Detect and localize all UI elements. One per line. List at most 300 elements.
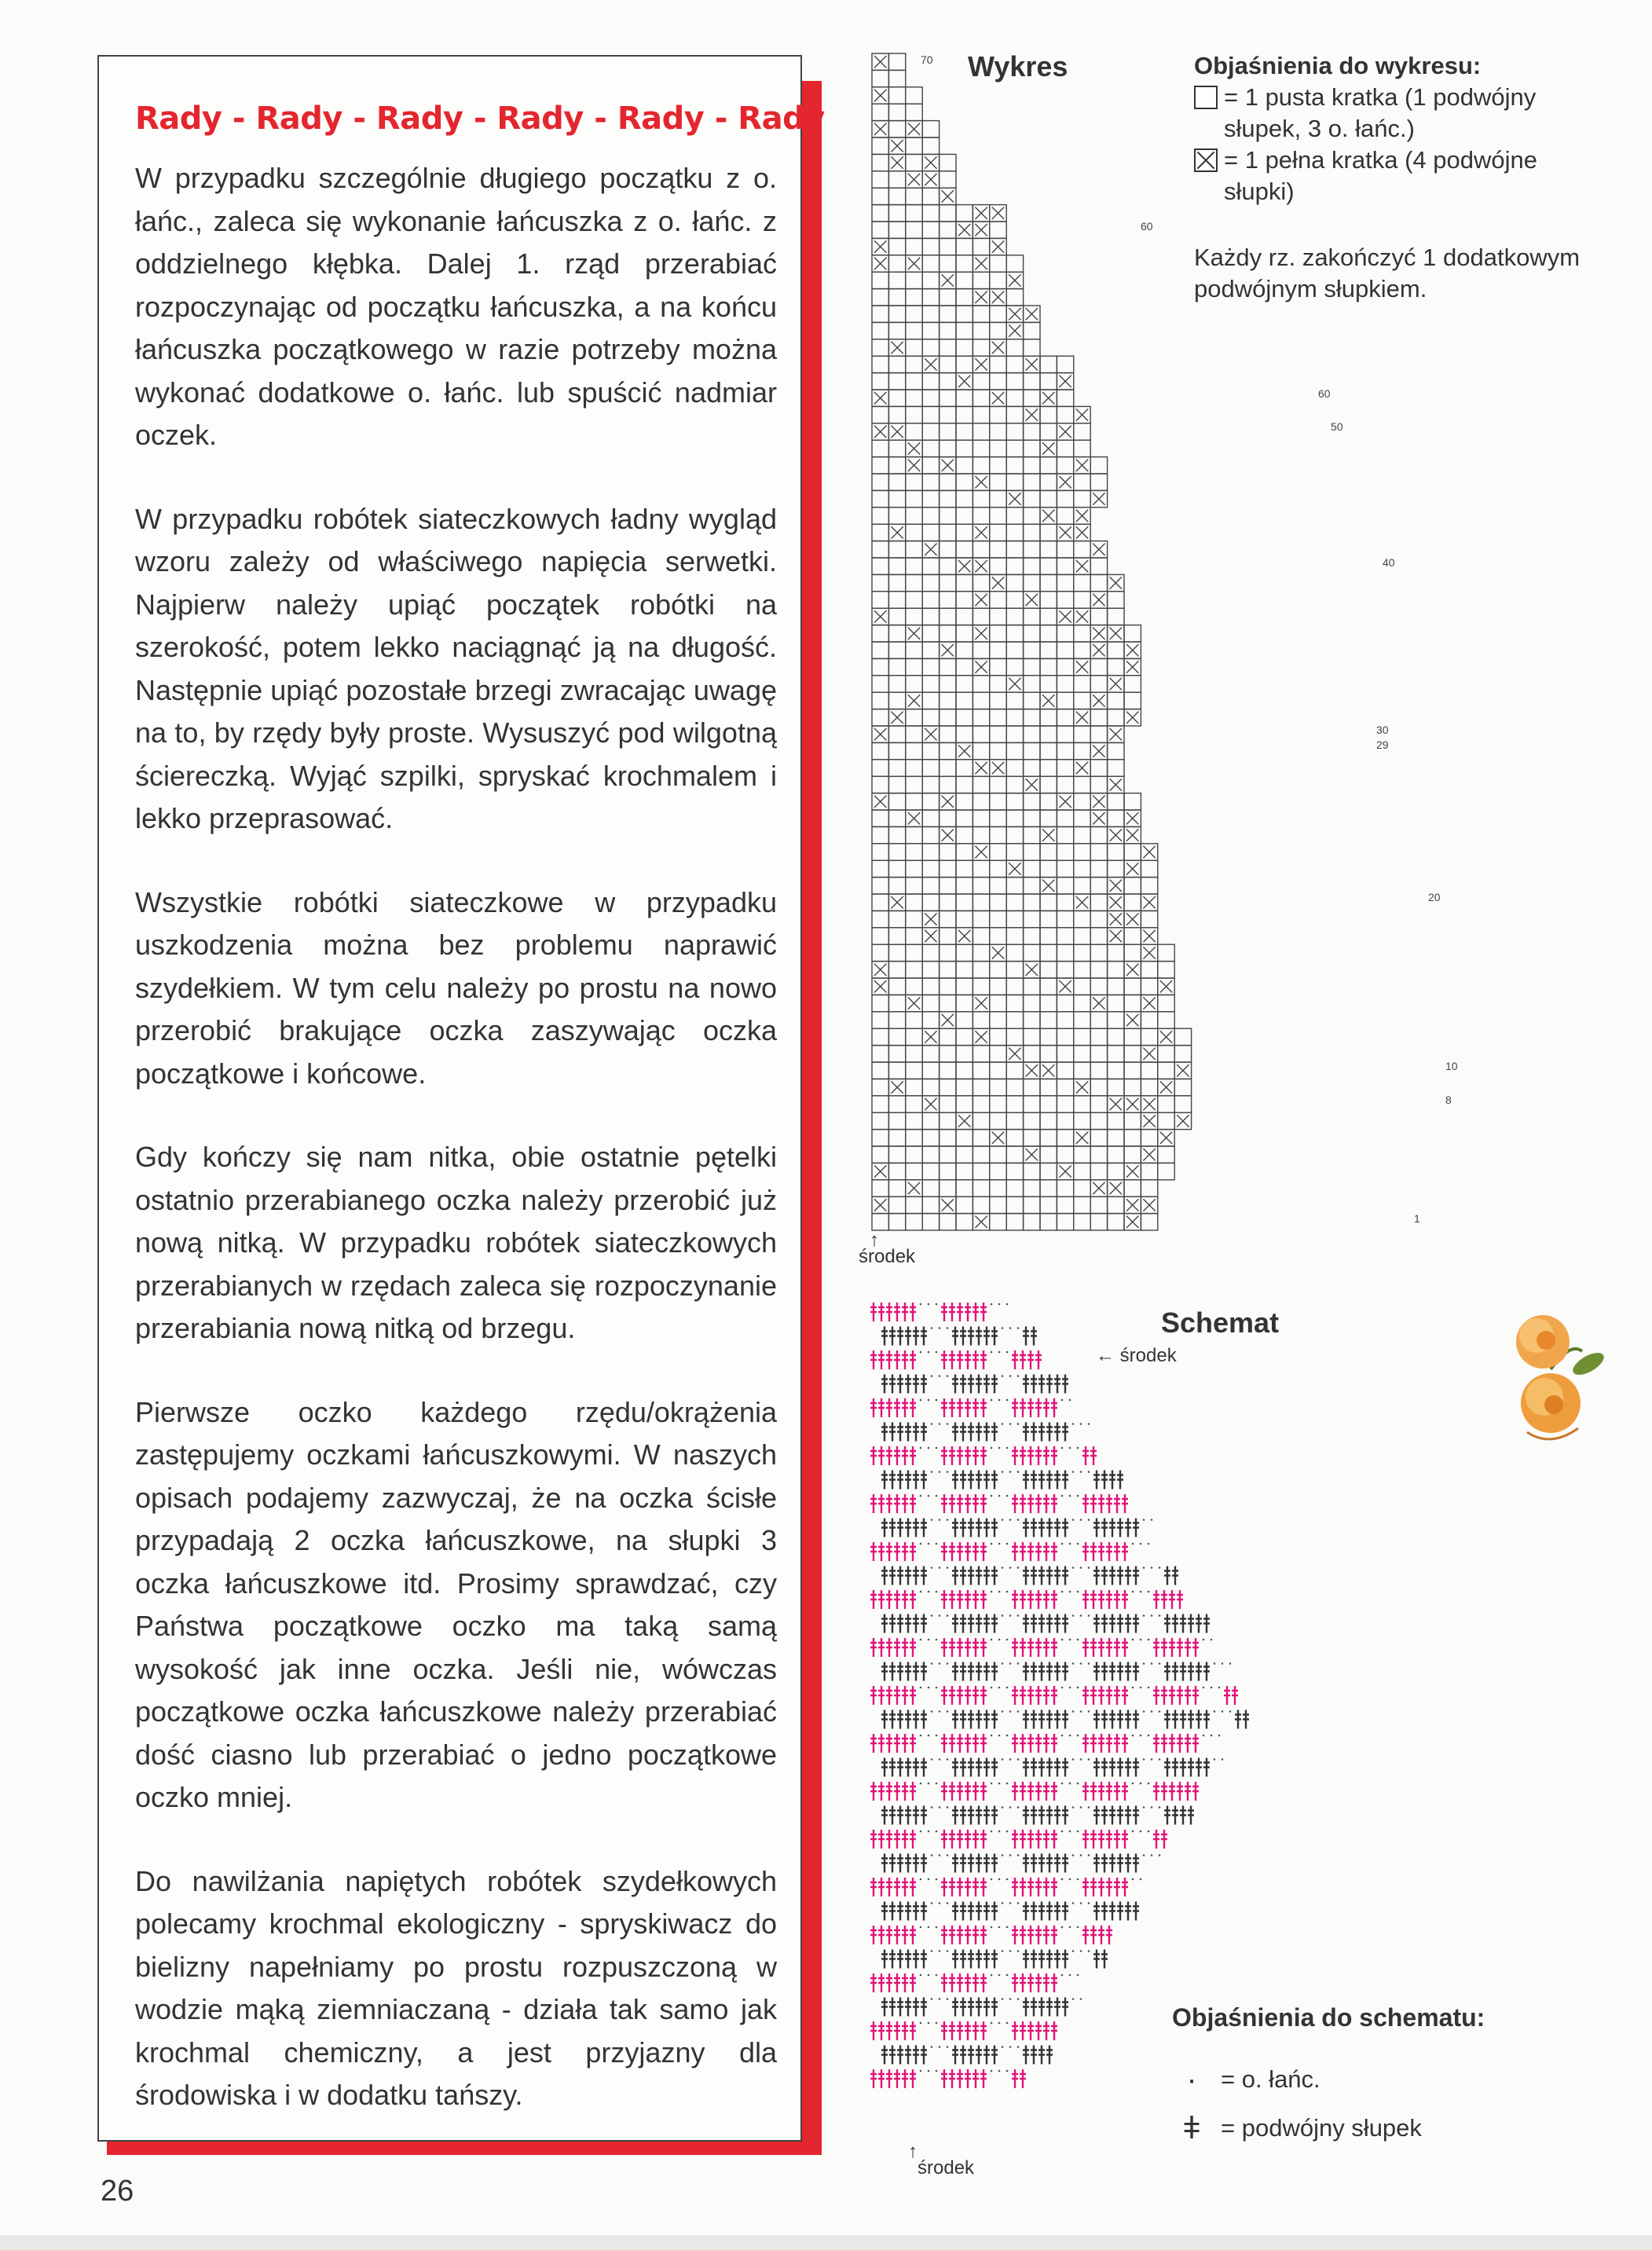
grid-cell (906, 726, 922, 742)
grid-cell (922, 1196, 939, 1213)
grid-cell (1024, 625, 1040, 642)
row-label: 50 (1331, 420, 1343, 433)
cross-mark (1009, 1048, 1020, 1060)
stitch-mark (973, 1973, 979, 1992)
grid-cell (956, 592, 973, 608)
chain-dot (1002, 1950, 1004, 1952)
grid-cell (1006, 1112, 1023, 1129)
cross-mark (1143, 1149, 1155, 1160)
cross-mark (1076, 526, 1088, 538)
chain-dot (939, 1854, 941, 1856)
chain-dot (931, 1423, 933, 1425)
stitch-mark (1122, 1494, 1128, 1513)
cross-mark (1093, 544, 1104, 555)
stitch-mark (1117, 1902, 1123, 1921)
stitch-mark (1172, 1614, 1178, 1633)
chain-dot (1017, 1806, 1020, 1808)
cross-mark (891, 156, 903, 168)
cross-mark (925, 174, 936, 185)
stitch-mark (976, 1758, 982, 1777)
stitch-mark (878, 1350, 885, 1369)
stitch-mark (894, 1926, 900, 1944)
stitch-mark (1038, 1902, 1045, 1921)
stitch-mark (894, 1878, 900, 1896)
stitch-mark (894, 1446, 900, 1465)
stitch-mark (1051, 1926, 1057, 1944)
stitch-mark (1109, 1471, 1115, 1490)
chain-dot (947, 1375, 949, 1377)
grid-cell (1108, 810, 1124, 826)
grid-cell (1108, 1196, 1124, 1213)
grid-cell (872, 440, 888, 456)
grid-cell (956, 1012, 973, 1028)
legend-dc-row (1172, 2113, 1485, 2144)
stitch-mark (1043, 1782, 1049, 1801)
chain-dot (998, 1735, 1001, 1737)
stitch-mark (1098, 1542, 1104, 1561)
grid-cell (906, 1214, 922, 1230)
stitch-mark (1106, 1494, 1112, 1513)
chain-dot (928, 2022, 930, 2025)
grid-cell (973, 339, 989, 356)
stitch-mark (968, 1902, 974, 1921)
grid-cell (888, 878, 905, 894)
cross-mark (1076, 1132, 1088, 1144)
grid-cell (1024, 1180, 1040, 1196)
grid-cell (888, 474, 905, 490)
chain-dot (920, 1687, 922, 1689)
stitch-mark (902, 1350, 908, 1369)
chain-dot (991, 1399, 993, 1402)
grid-cell (1090, 978, 1107, 995)
stitch-mark (965, 1782, 971, 1801)
stitch-mark (1082, 1590, 1089, 1609)
chain-dot (1132, 1830, 1134, 1833)
chain-dot (1061, 1495, 1064, 1497)
chain-dot (936, 1878, 938, 1881)
cross-mark (1026, 1065, 1038, 1076)
grid-cell (1074, 592, 1090, 608)
stitch-mark (886, 1303, 892, 1321)
grid-cell (973, 1046, 989, 1062)
chain-dot (1159, 1567, 1161, 1569)
grid-cell (956, 692, 973, 709)
grid-cell (872, 406, 888, 423)
stitch-mark (980, 1446, 987, 1465)
tip-paragraph: W przypadku robótek siateczkowych ładny wygląd wzoru zależy od właściwego napięcia serwetki. Najpierw należy upiąć początek robótki na szerokość, potem lekko naciągnąć ją na długość. Następnie upiąć pozostałe brzegi zwracając uwagę na to, by rzędy były proste. Wysuszyć pod wilgotną ściereczką. Wyjąć szpilki, spryskać krochmalem i lekko przeprasować. (135, 502, 777, 834)
cross-mark (992, 207, 1004, 219)
chain-dot (928, 1447, 930, 1449)
stitch-mark (881, 1806, 888, 1825)
stitch-mark (973, 1590, 979, 1609)
chain-dot (1211, 1687, 1213, 1689)
cross-mark (1042, 880, 1054, 892)
grid-cell (1024, 1096, 1040, 1112)
grid-cell (1108, 1146, 1124, 1163)
grid-cell (1040, 1180, 1057, 1196)
stitch-mark (1093, 1519, 1100, 1537)
stitch-mark (894, 1638, 900, 1657)
stitch-mark (910, 1350, 916, 1369)
grid-cell (956, 1079, 973, 1095)
grid-cell (1074, 776, 1090, 793)
stitch-mark (902, 2069, 908, 2088)
stitch-mark (1038, 1854, 1045, 1873)
cross-mark (1059, 1165, 1071, 1177)
tip-paragraph: Gdy kończy się nam nitka, obie ostatnie pętelki ostatnio przerabianego oczka należy przerobić już nową nitką. W przypadku robótek siateczkowych przerabianych w rzędach zaleca się rozpoczynanie przerabiania nową nitką od brzegu. (135, 1141, 777, 1344)
stitch-mark (1035, 1782, 1042, 1801)
cross-mark (874, 1199, 886, 1211)
grid-cell (990, 1112, 1006, 1129)
stitch-mark (957, 1350, 963, 1369)
chain-dot (939, 1998, 941, 2000)
stitch-mark (886, 1638, 892, 1657)
grid-cell (1006, 978, 1023, 995)
grid-cell (1074, 642, 1090, 658)
chain-dot (1006, 1303, 1009, 1306)
stitch-mark (1106, 1830, 1112, 1849)
grid-cell (1090, 826, 1107, 843)
stitch-mark (1090, 1830, 1097, 1849)
grid-cell (1006, 1096, 1023, 1112)
stitch-mark (1027, 1638, 1034, 1657)
chain-dot (998, 1447, 1001, 1449)
stitch-mark (921, 1327, 927, 1346)
stitch-mark (921, 1519, 927, 1537)
stitch-mark (1038, 1662, 1045, 1681)
stitch-mark (1038, 2046, 1045, 2065)
grid-cell (872, 171, 888, 188)
stitch-mark (980, 1973, 987, 1992)
grid-cell (973, 944, 989, 961)
stitch-mark (1038, 1710, 1045, 1729)
grid-cell (1057, 1028, 1073, 1045)
grid-cell (922, 1046, 939, 1062)
stitch-mark (881, 1519, 888, 1537)
stitch-mark (952, 1998, 958, 2017)
stitch-mark (1106, 1734, 1112, 1753)
stitch-mark (941, 1734, 947, 1753)
stitch-mark (1062, 1471, 1068, 1490)
grid-cell (888, 776, 905, 793)
grid-cell (1040, 592, 1057, 608)
stitch-mark (1038, 1567, 1045, 1585)
chain-dot (1080, 1902, 1082, 1904)
stitch-mark (881, 1327, 888, 1346)
cross-mark (1110, 829, 1122, 841)
stitch-mark (886, 1926, 892, 1944)
chain-dot (1088, 1567, 1090, 1569)
grid-cell (922, 625, 939, 642)
chain-dot (1140, 1687, 1142, 1689)
grid-cell (973, 1163, 989, 1179)
stitch-mark (1153, 1590, 1159, 1609)
grid-cell (1158, 1112, 1174, 1129)
chain-dot (1229, 1662, 1232, 1665)
stitch-mark (910, 1494, 916, 1513)
stitch-mark (878, 1590, 885, 1609)
stitch-mark (870, 1542, 877, 1561)
grid-cell (973, 1062, 989, 1079)
stitch-mark (1098, 1590, 1104, 1609)
grid-cell (940, 760, 956, 776)
stitch-mark (1012, 1973, 1018, 1992)
stitch-mark (968, 1375, 974, 1394)
stitch-mark (913, 1710, 919, 1729)
grid-cell (922, 272, 939, 288)
grid-cell (956, 760, 973, 776)
grid-cell (956, 995, 973, 1011)
grid-cell (888, 121, 905, 137)
stitch-mark (1038, 1806, 1045, 1825)
grid-cell (1141, 1062, 1157, 1079)
chain-dot (998, 1303, 1001, 1306)
chain-dot (998, 1783, 1001, 1785)
grid-cell (1057, 995, 1073, 1011)
stitch-mark (878, 1398, 885, 1417)
stitch-mark (1020, 1734, 1026, 1753)
grid-cell (1108, 1079, 1124, 1095)
cross-mark (1126, 829, 1138, 841)
stitch-mark (889, 1806, 896, 1825)
stitch-mark (1188, 1710, 1194, 1729)
legend-full-text: = 1 pełna kratka (4 podwójne słupki) (1224, 146, 1537, 205)
grid-cell (922, 457, 939, 474)
grid-cell (1074, 742, 1090, 759)
chain-dot (1006, 1783, 1009, 1785)
grid-cell (990, 709, 1006, 726)
grid-cell (888, 272, 905, 288)
grid-cell (1024, 339, 1040, 356)
stitch-mark (1098, 1926, 1104, 1944)
stitch-mark (902, 1494, 908, 1513)
grid-cell (1040, 1012, 1057, 1028)
grid-cell (1057, 776, 1073, 793)
stitch-mark (889, 1854, 896, 1873)
cross-mark (1059, 980, 1071, 992)
stitch-mark (1188, 1662, 1194, 1681)
stitch-mark (905, 1998, 911, 2017)
grid-cell (990, 322, 1006, 339)
stitch-mark (1062, 1662, 1068, 1681)
stitch-mark (980, 1926, 987, 1944)
grid-cell (956, 406, 973, 423)
stitch-mark (897, 1806, 903, 1825)
stitch-mark (1054, 1806, 1060, 1825)
cross-mark (1143, 1199, 1155, 1211)
stitch-mark (1161, 1830, 1167, 1849)
stitch-mark (949, 1446, 955, 1465)
chain-dot (1080, 1998, 1082, 2000)
grid-cell (1074, 541, 1090, 558)
chain-dot (1203, 1735, 1205, 1737)
grid-cell (1024, 608, 1040, 625)
grid-cell (1074, 692, 1090, 709)
cross-mark (958, 560, 970, 572)
chain-dot (1080, 1950, 1082, 1952)
grid-cell (906, 1096, 922, 1112)
grid-cell (872, 1028, 888, 1045)
grid-cell (922, 1214, 939, 1230)
stitch-mark (1020, 1973, 1026, 1992)
grid-cell (922, 490, 939, 507)
grid-cell (888, 978, 905, 995)
stitch-mark (1043, 1926, 1049, 1944)
chain-dot (939, 1567, 941, 1569)
stitch-mark (1125, 1614, 1131, 1633)
cross-mark (925, 913, 936, 925)
cross-mark (908, 442, 920, 454)
grid-cell (956, 676, 973, 692)
stitch-mark (1038, 1950, 1045, 1969)
grid-cell (922, 709, 939, 726)
grid-cell (1074, 826, 1090, 843)
stitch-mark (1046, 2046, 1053, 2065)
stitch-mark (889, 1710, 896, 1729)
stitch-mark (1051, 1830, 1057, 1849)
grid-cell (1040, 1096, 1057, 1112)
grid-cell (922, 222, 939, 238)
grid-cell (990, 1062, 1006, 1079)
grid-cell (1040, 1196, 1057, 1213)
grid-cell (888, 608, 905, 625)
stitch-mark (870, 1350, 877, 1369)
chain-dot (1002, 1998, 1004, 2000)
stitch-mark (1106, 1590, 1112, 1609)
stitch-mark (976, 1423, 982, 1442)
grid-cell (872, 692, 888, 709)
grid-cell (888, 356, 905, 372)
schema-center-label-right: ← środek (1096, 1345, 1177, 1366)
stitch-mark (1196, 1710, 1202, 1729)
cross-mark (874, 796, 886, 808)
grid-cell (1057, 878, 1073, 894)
grid-cell (990, 592, 1006, 608)
grid-cell (1074, 625, 1090, 642)
chain-dot (1006, 1399, 1009, 1402)
grid-cell (888, 508, 905, 524)
grid-cell (990, 1146, 1006, 1163)
stitch-mark (984, 1950, 990, 1969)
grid-cell (956, 524, 973, 541)
grid-cell (1090, 1046, 1107, 1062)
grid-cell (973, 322, 989, 339)
cross-mark (1143, 846, 1155, 858)
stitch-mark (1031, 1806, 1037, 1825)
grid-cell (990, 928, 1006, 944)
chain-dot (920, 1974, 922, 1977)
grid-cell (922, 944, 939, 961)
grid-cell (906, 289, 922, 306)
cross-mark (874, 610, 886, 622)
chain-dot (1159, 1614, 1161, 1617)
chain-stitch-icon: · (1186, 2062, 1197, 2097)
grid-cell (1090, 760, 1107, 776)
grid-cell (1057, 625, 1073, 642)
stitch-mark (1172, 1662, 1178, 1681)
chain-dot (936, 1687, 938, 1689)
cross-mark (1110, 913, 1122, 925)
grid-cell (922, 860, 939, 877)
chain-dot (928, 1351, 930, 1354)
stitch-mark (1046, 1806, 1053, 1825)
chain-dot (1069, 1878, 1071, 1881)
stitch-mark (965, 1446, 971, 1465)
stitch-mark (1106, 1542, 1112, 1561)
row-label: 60 (1141, 220, 1153, 233)
chain-dot (991, 1830, 993, 1833)
grid-cell (872, 709, 888, 726)
stitch-mark (973, 1878, 979, 1896)
grid-cell (1024, 658, 1040, 675)
grid-cell (888, 541, 905, 558)
grid-cell (922, 692, 939, 709)
grid-cell (1057, 826, 1073, 843)
grid-cell (922, 406, 939, 423)
stitch-mark (1043, 1446, 1049, 1465)
stitch-mark (1161, 1686, 1167, 1705)
stitch-mark (1082, 1686, 1089, 1705)
grid-cell (872, 826, 888, 843)
chain-dot (947, 1662, 949, 1665)
stitch-mark (1051, 1494, 1057, 1513)
cross-mark (925, 1098, 936, 1110)
stitch-mark (960, 1614, 966, 1633)
grid-cell (1090, 1062, 1107, 1079)
cross-mark (925, 544, 936, 555)
stitch-mark (886, 1446, 892, 1465)
stitch-mark (965, 1398, 971, 1417)
stitch-mark (1023, 1423, 1029, 1442)
stitch-mark (889, 1614, 896, 1633)
grid-cell (888, 1163, 905, 1179)
grid-cell (906, 944, 922, 961)
stitch-mark (902, 1686, 908, 1705)
cross-mark (1160, 1031, 1172, 1043)
grid-cell (1158, 1163, 1174, 1179)
grid-cell (1040, 658, 1057, 675)
chain-dot (920, 1735, 922, 1737)
grid-cell (1040, 742, 1057, 759)
stitch-mark (902, 2021, 908, 2040)
chain-dot (1061, 1591, 1064, 1593)
stitch-mark (973, 1303, 979, 1321)
stitch-mark (1169, 1734, 1175, 1753)
stitch-mark (991, 1519, 998, 1537)
stitch-mark (1051, 1878, 1057, 1896)
grid-cell (940, 810, 956, 826)
chain-dot (931, 1806, 933, 1808)
chain-dot (939, 1662, 941, 1665)
chain-dot (1072, 1806, 1075, 1808)
grid-cell (940, 709, 956, 726)
stitch-mark (905, 1614, 911, 1633)
grid-cell (1124, 1180, 1141, 1196)
stitch-mark (1109, 1567, 1115, 1585)
stitch-mark (921, 1614, 927, 1633)
stitch-mark (976, 1327, 982, 1346)
grid-cell (888, 692, 905, 709)
cross-mark (1143, 930, 1155, 942)
cross-mark (1126, 1098, 1138, 1110)
stitch-mark (1012, 1878, 1018, 1896)
stitch-mark (1046, 1471, 1053, 1490)
chain-dot (1077, 1830, 1079, 1833)
page-number: 26 (101, 2175, 134, 2208)
grid-cell (922, 826, 939, 843)
grid-cell (956, 205, 973, 222)
stitch-mark (870, 1446, 877, 1465)
